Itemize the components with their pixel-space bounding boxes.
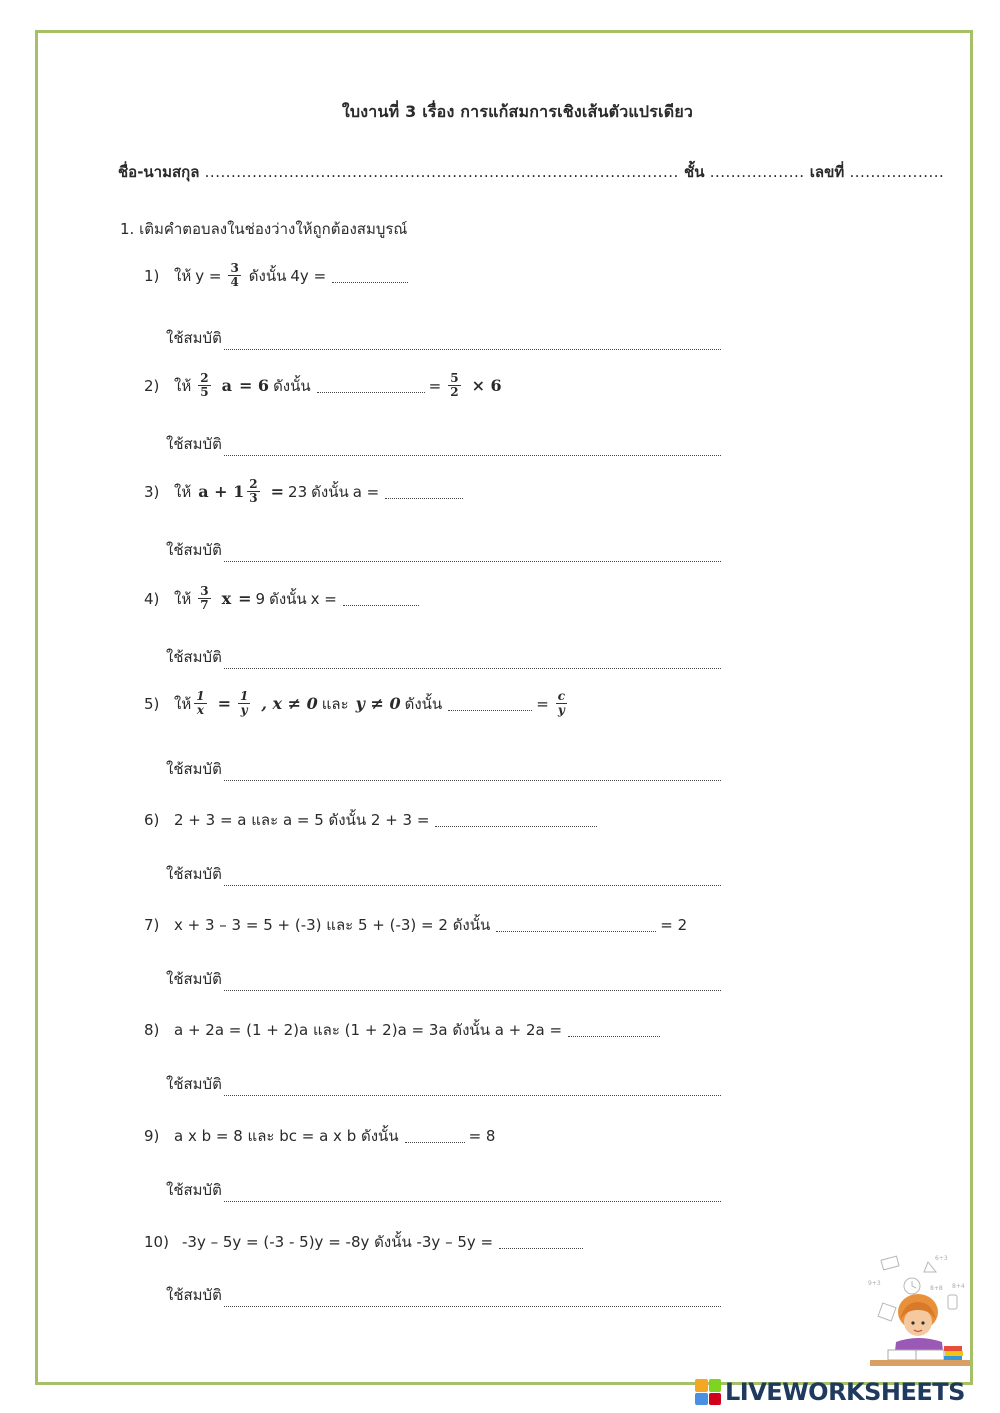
question-9 [144, 1124, 499, 1148]
question-2 [144, 372, 506, 399]
property-label: ใช้สมบัติ [166, 435, 222, 453]
property-blank[interactable] [224, 442, 721, 456]
question-6 [144, 808, 601, 832]
answer-blank[interactable] [405, 1129, 465, 1143]
equation-part: 4y = [290, 266, 327, 285]
therefore-label: ดังนั้น [248, 266, 287, 285]
property-label: ใช้สมบัติ [166, 1286, 222, 1304]
svg-text:8+8: 8+8 [930, 1285, 943, 1292]
equation-part: = [238, 589, 252, 608]
question-number: 2) [144, 376, 160, 395]
therefore-label: ดังนั้น [269, 589, 307, 608]
given-label: ให้ [174, 376, 192, 395]
property-label: ใช้สมบัติ [166, 648, 222, 666]
therefore-label: ดังนั้น [311, 482, 349, 501]
property-line-7 [166, 967, 721, 991]
answer-blank[interactable] [332, 269, 408, 283]
property-line-6 [166, 862, 721, 886]
student-info-line [118, 160, 944, 184]
property-line-4 [166, 645, 721, 669]
given-label: ให้ [174, 589, 192, 608]
equation-part: = [536, 694, 549, 713]
equation-part: = 2 [660, 916, 688, 934]
property-line-9 [166, 1178, 721, 1202]
fraction: $\frac{3}{7}$ [200, 584, 209, 612]
fraction: $\frac{2}{3}$ [249, 477, 258, 505]
property-blank[interactable] [224, 1188, 721, 1202]
name-field[interactable]: .......................................................................................... [204, 163, 679, 181]
class-label: ชั้น [684, 163, 705, 181]
svg-text:6÷3: 6÷3 [935, 1255, 948, 1262]
question-1 [144, 262, 412, 289]
answer-blank[interactable] [448, 697, 532, 711]
question-text: a x b = 8 และ bc = a x b ดังนั้น [174, 1127, 399, 1145]
fraction: $\frac{1}{x}$ [196, 689, 205, 717]
equation-part: = 8 [468, 1127, 496, 1145]
answer-blank[interactable] [496, 918, 656, 932]
svg-text:9+3: 9+3 [868, 1280, 881, 1287]
property-blank[interactable] [224, 336, 721, 350]
variable: x [221, 589, 232, 608]
property-line-8 [166, 1072, 721, 1096]
property-line-1 [166, 326, 721, 350]
question-text: x + 3 – 3 = 5 + (-3) และ 5 + (-3) = 2 ดังนั้น [174, 916, 491, 934]
student-illustration [860, 1250, 970, 1375]
question-5 [144, 690, 575, 717]
property-line-3 [166, 538, 721, 562]
equation-part: × 6 [471, 376, 502, 395]
property-label: ใช้สมบัติ [166, 1181, 222, 1199]
answer-blank[interactable] [317, 379, 425, 393]
question-number: 5) [144, 694, 160, 713]
answer-blank[interactable] [435, 813, 597, 827]
property-label: ใช้สมบัติ [166, 1075, 222, 1093]
property-blank[interactable] [224, 1082, 721, 1096]
fraction: $\frac{5}{2}$ [450, 371, 459, 399]
answer-blank[interactable] [499, 1235, 583, 1249]
property-label: ใช้สมบัติ [166, 541, 222, 559]
fraction: $\frac{3}{4}$ [230, 261, 239, 289]
question-text: -3y – 5y = (-3 - 5)y = -8y ดังนั้น -3y – 5y = [182, 1233, 494, 1251]
therefore-label: ดังนั้น [404, 694, 443, 713]
property-blank[interactable] [224, 872, 721, 886]
condition: y ≠ 0 [355, 694, 401, 713]
given-label: ให้ [174, 694, 192, 713]
given-label: ให้ [174, 266, 192, 285]
worksheet-title: ใบงานที่ 3 เรื่อง การแก้สมการเชิงเส้นตัวแปรเดียว [341, 102, 694, 121]
question-3 [144, 478, 467, 505]
name-label: ชื่อ-นามสกุล [118, 163, 200, 181]
question-number: 7) [144, 916, 160, 934]
equation-part: x = [310, 589, 337, 608]
and-label: และ [321, 694, 349, 713]
fraction: $\frac{c}{y}$ [557, 689, 566, 717]
property-blank[interactable] [224, 655, 721, 669]
property-blank[interactable] [224, 1293, 721, 1307]
svg-text:8+4: 8+4 [952, 1283, 965, 1290]
question-number: 6) [144, 811, 160, 829]
question-number: 9) [144, 1127, 160, 1145]
property-label: ใช้สมบัติ [166, 329, 222, 347]
liveworksheets-brand [695, 1378, 965, 1406]
property-line-5 [166, 757, 721, 781]
brand-text: LIVEWORKSHEETS [725, 1378, 965, 1406]
question-text: 2 + 3 = a และ a = 5 ดังนั้น 2 + 3 = [174, 811, 430, 829]
question-number: 4) [144, 589, 160, 608]
answer-blank[interactable] [385, 485, 463, 499]
question-4 [144, 585, 423, 612]
property-blank[interactable] [224, 548, 721, 562]
fraction: $\frac{1}{y}$ [239, 689, 249, 717]
equation-part: = [428, 376, 442, 395]
number-field[interactable]: .................. [849, 163, 945, 181]
property-blank[interactable] [224, 767, 721, 781]
fraction: $\frac{2}{5}$ [200, 371, 209, 399]
liveworksheets-logo-icon [695, 1379, 721, 1405]
number-label: เลขที่ [809, 163, 845, 181]
equation-part: 9 [255, 589, 266, 608]
condition: , x ≠ 0 [261, 694, 318, 713]
class-field[interactable]: .................. [709, 163, 805, 181]
property-label: ใช้สมบัติ [166, 865, 222, 883]
question-text: a + 2a = (1 + 2)a และ (1 + 2)a = 3a ดังนั้น a + 2a = [174, 1021, 563, 1039]
property-line-10 [166, 1283, 721, 1307]
equation-part: = [270, 482, 285, 501]
answer-blank[interactable] [343, 592, 419, 606]
instruction: 1. เติมคำตอบลงในช่องว่างให้ถูกต้องสมบูรณ์ [120, 220, 408, 238]
equation-part: y = [195, 266, 222, 285]
equation-part: = 6 [238, 376, 270, 395]
equation-part: a + 1 [198, 482, 245, 501]
question-number: 1) [144, 266, 160, 285]
question-8 [144, 1018, 664, 1042]
therefore-label: ดังนั้น [273, 376, 311, 395]
equation-part: a = [352, 482, 380, 501]
question-7 [144, 913, 691, 937]
question-10 [144, 1230, 587, 1254]
question-number: 8) [144, 1021, 160, 1039]
given-label: ให้ [174, 482, 192, 501]
answer-blank[interactable] [568, 1023, 660, 1037]
property-label: ใช้สมบัติ [166, 970, 222, 988]
property-line-2 [166, 432, 721, 456]
equation-part: = [217, 694, 231, 713]
property-label: ใช้สมบัติ [166, 760, 222, 778]
question-number: 10) [144, 1233, 169, 1251]
equation-part: 23 [288, 482, 308, 501]
variable: a [221, 376, 232, 395]
question-number: 3) [144, 482, 160, 501]
property-blank[interactable] [224, 977, 721, 991]
